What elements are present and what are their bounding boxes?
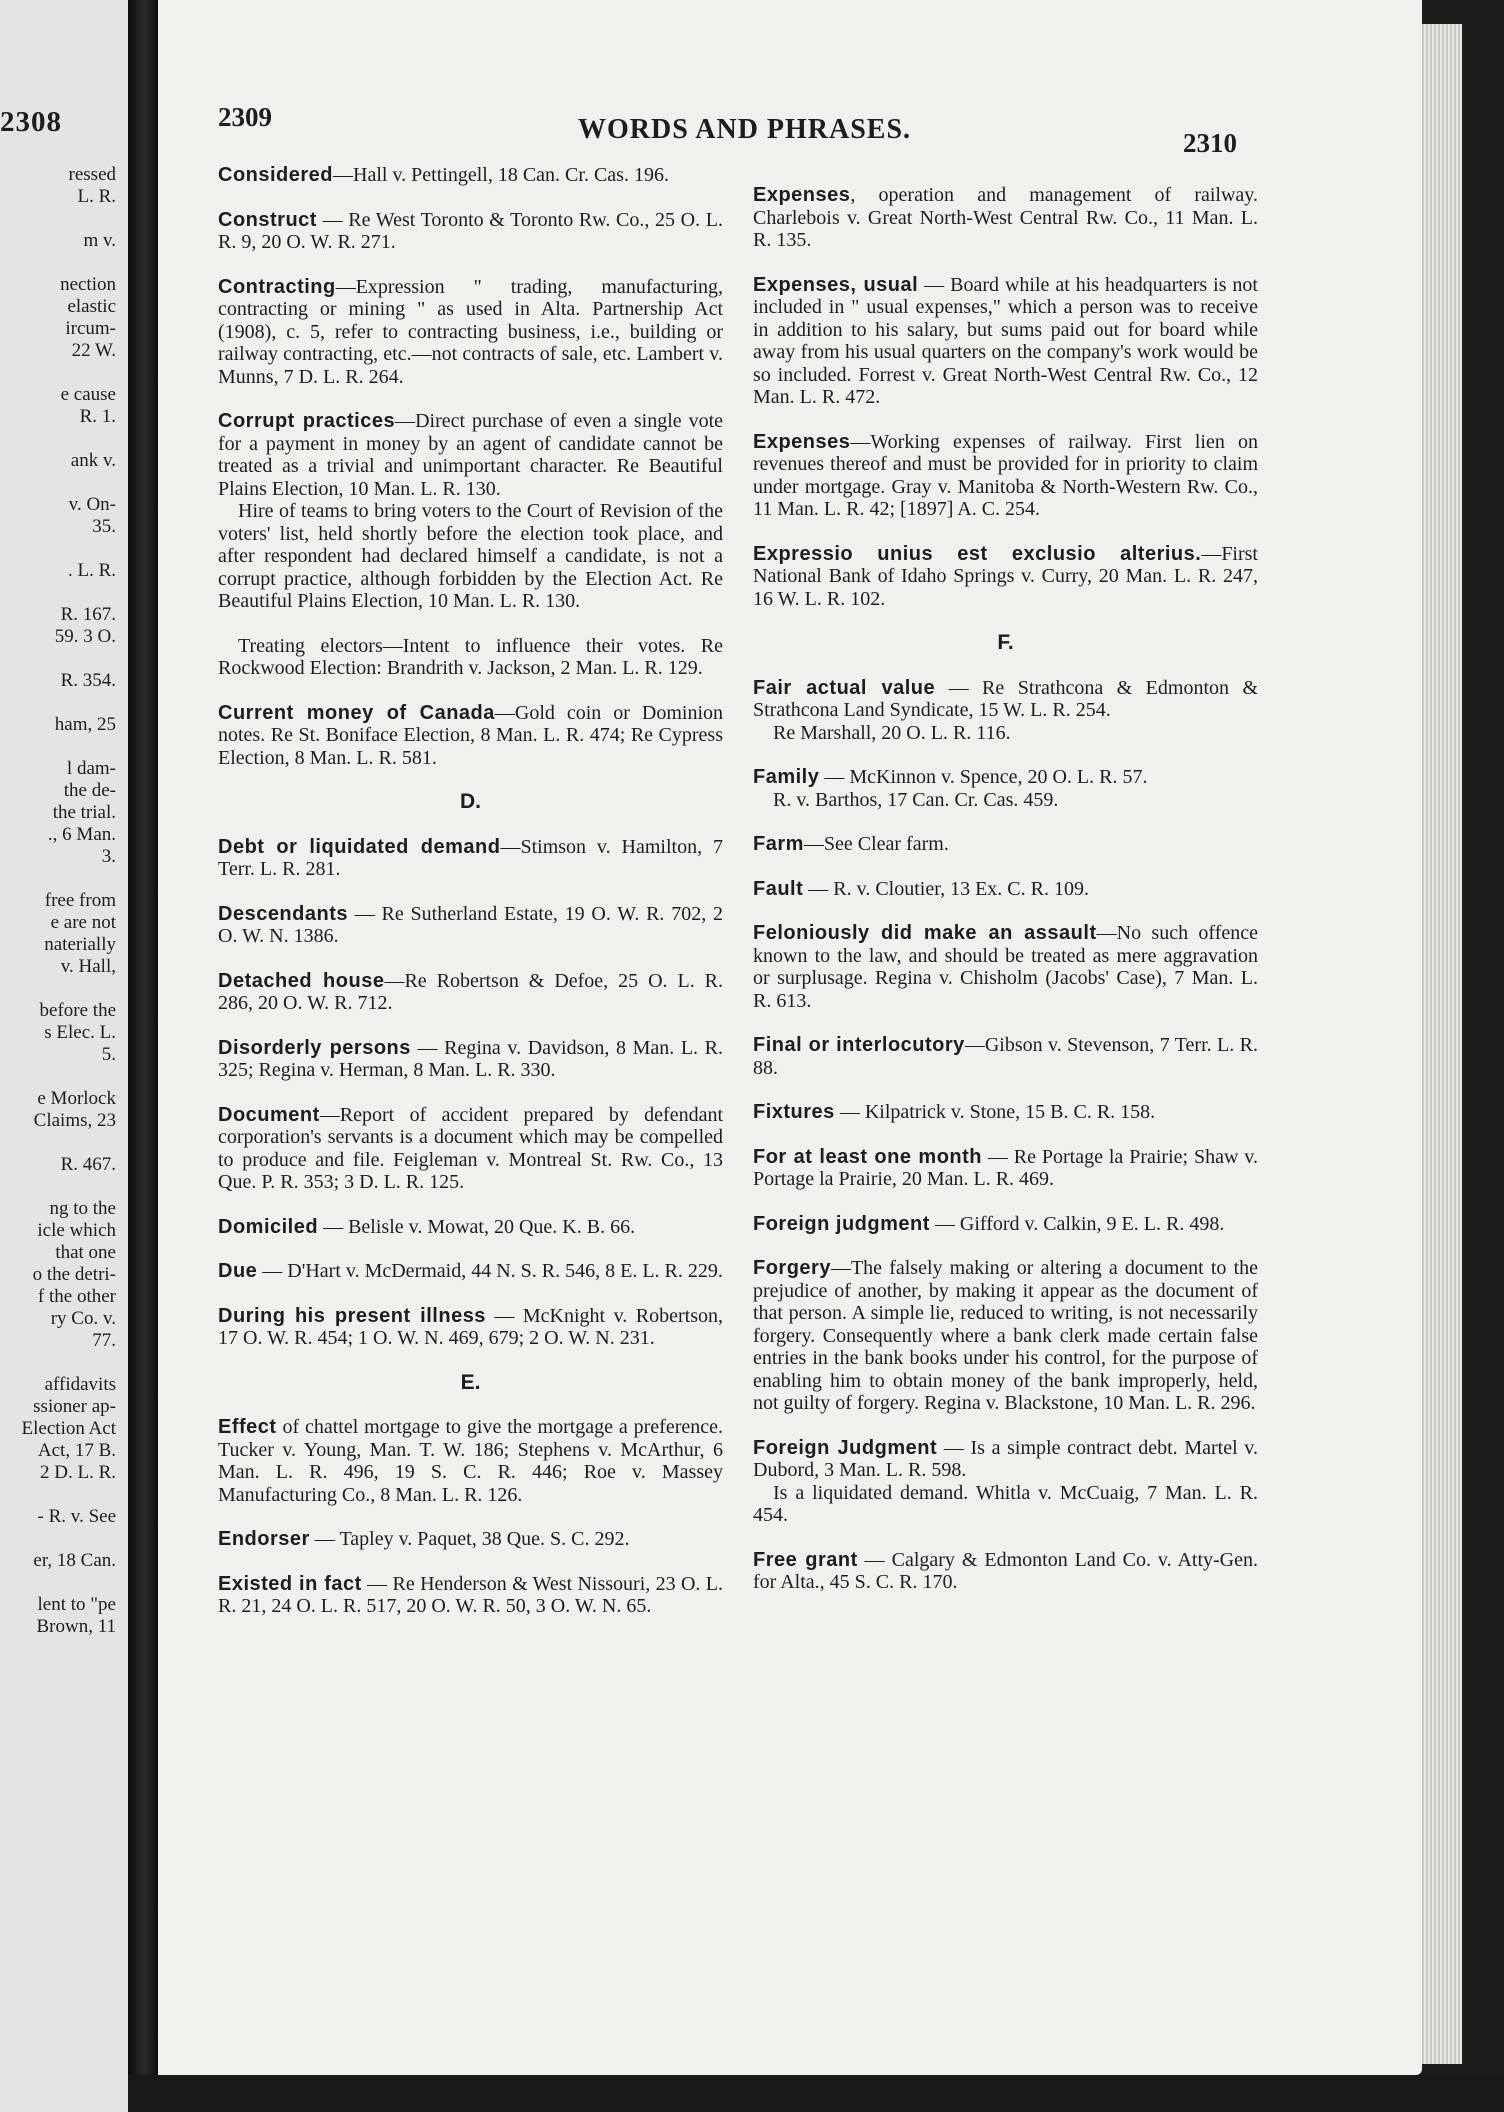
left-page-line: nection	[60, 274, 116, 295]
bottom-shadow	[128, 2075, 1504, 2112]
left-page-number: 2308	[0, 106, 62, 138]
entry-body	[218, 1104, 723, 1194]
entry-subparagraph: R. v. Barthos, 17 Can. Cr. Cas. 459.	[773, 788, 1059, 811]
left-page-line	[0, 252, 128, 274]
entry-text: — Re Sutherland Estate, 19 O. W. R. 702, 2 O. W. N. 1386.	[218, 902, 723, 947]
entry-subparagraph: Treating electors—Intent to influence their votes. Re Rockwood Election: Brandrith v. Jackson, 2 Man. L. R. 129.	[218, 634, 723, 679]
entry-body	[753, 833, 1258, 856]
entry-text: — Re West Toronto & Toronto Rw. Co., 25 O. L. R. 9, 20 O. W. R. 271.	[218, 208, 723, 253]
entry-headword: Fair actual value	[753, 676, 936, 699]
left-page-line: ressed	[68, 164, 116, 185]
entry-body	[218, 1305, 723, 1350]
left-page-line	[0, 1132, 128, 1154]
page-number-right: 2310	[1183, 128, 1237, 158]
entry-text: —Stimson v. Hamilton, 7 Terr. L. R. 281.	[218, 835, 723, 880]
entry-text: —Report of accident prepared by defendant corporation's servants is a document which may be compelled to produce and file. Feigleman v. Montreal St. Rw. Co., 13 Que. P. R. 353; 3 D. L. R. 125.	[218, 1103, 723, 1193]
entry-headword: Disorderly persons	[218, 1036, 411, 1059]
entry-headword: Foreign Judgment	[753, 1436, 938, 1459]
left-page-line: free from	[44, 890, 116, 911]
entry-headword: Expenses	[753, 430, 851, 453]
left-page-line	[0, 1572, 128, 1594]
entry-headword: Debt or liquidated demand	[218, 835, 501, 858]
entry-text: —Direct purchase of even a single vote for a payment in money by an agent of candidate cannot be treated as a trivial and unimportant character. Re Beautiful Plains Election, 10 Man. L. R. 130.	[218, 410, 723, 500]
left-page-line: Claims, 23	[33, 1110, 116, 1131]
left-page-line: 3.	[101, 846, 116, 867]
entry-body	[218, 1037, 723, 1082]
left-page-line: that one	[55, 1242, 116, 1263]
entry-headword: Final or interlocutory	[753, 1034, 965, 1056]
left-page-line: ssioner ap-	[33, 1396, 116, 1417]
entry-text: —Hall v. Pettingell, 18 Can. Cr. Cas. 196.	[333, 164, 669, 186]
left-page-line: e Morlock	[37, 1088, 116, 1109]
entry-headword: During his present illness	[218, 1304, 486, 1327]
left-page-line: naterially	[44, 934, 116, 955]
entry-headword: Current money of Canada	[218, 701, 495, 724]
left-page-line: R. 167.	[60, 604, 116, 625]
entry-headword: Due	[218, 1260, 258, 1282]
entry-text: —Working expenses of railway. First lien on revenues thereof and must be provided for in priority to claim under mortgage. Gray v. Manitoba & North-Western Rw. Co., 11 Man. L. R. 42; [1897] A. C. 254.	[753, 430, 1258, 520]
dictionary-entry	[753, 766, 1258, 811]
entry-text: — McKinnon v. Spence, 20 O. L. R. 57.	[819, 766, 1148, 788]
entry-body	[753, 922, 1258, 1012]
page-edges	[1422, 24, 1462, 2064]
entry-headword: Feloniously did make an assault	[753, 922, 1097, 944]
left-page-line	[0, 1176, 128, 1198]
dictionary-entry	[753, 184, 1258, 252]
entry-subparagraph: Is a liquidated demand. Whitla v. McCuaig, 7 Man. L. R. 454.	[753, 1481, 1258, 1526]
entry-headword: Fixtures	[753, 1101, 835, 1123]
dictionary-entry	[753, 878, 1258, 901]
left-page-line	[0, 472, 128, 494]
entry-text: — Belisle v. Mowat, 20 Que. K. B. 66.	[318, 1215, 636, 1238]
entry-body	[218, 1216, 723, 1239]
dictionary-entry	[218, 276, 723, 389]
entry-text: — Kilpatrick v. Stone, 15 B. C. R. 158.	[834, 1101, 1156, 1123]
left-page-line: - R. v. See	[37, 1506, 116, 1527]
entry-body	[218, 1260, 723, 1283]
entry-body	[218, 1573, 723, 1618]
entry-subparagraph: Re Marshall, 20 O. L. R. 116.	[773, 721, 1011, 744]
entry-text: — Is a simple contract debt. Martel v. Dubord, 3 Man. L. R. 598.	[753, 1436, 1258, 1481]
entry-body	[218, 903, 723, 948]
section-letter: D.	[460, 790, 481, 813]
entry-headword: Endorser	[218, 1528, 310, 1550]
entry-body	[753, 1034, 1258, 1079]
entry-headword: Detached house	[218, 969, 385, 992]
entry-text: —See Clear farm.	[803, 833, 949, 855]
dictionary-entry	[753, 274, 1258, 409]
entry-body	[218, 410, 723, 500]
entry-text: —The falsely making or altering a document to the prejudice of another, by making it appear as the document of that person. A simple lie, reduced to writing, is not necessarily forgery. Consequently where a bank clerk made certain false entries in the bank books under his control, for the purpose of enabling him to obtain money of the bank improperly, held, not guilty of forgery. Regina v. Blackstone, 10 Man. L. R. 296.	[753, 1257, 1258, 1414]
entry-subparagraph: Hire of teams to bring voters to the Court of Revision of the voters' list, held shortly before the election took place, and after respondent had declared himself a candidate, is not a corrupt practice, although forbidden by the Election Act. Re Beautiful Plains Election, 10 Man. L. R. 130.	[218, 500, 723, 612]
dictionary-entry	[218, 635, 723, 680]
dictionary-entry	[218, 410, 723, 613]
entry-text: — Board while at his headquarters is not included in " usual expenses," which a person was to receive in addition to his salary, but sums paid out for board while away from his usual quarters on the company's work would be so included. Forrest v. Great North-West Central Rw. Co., 12 Man. L. R. 472.	[753, 273, 1258, 408]
left-page-line: affidavits	[44, 1374, 116, 1395]
entry-text: — Regina v. Davidson, 8 Man. L. R. 325; Regina v. Herman, 8 Man. L. R. 330.	[218, 1036, 723, 1081]
entry-body	[753, 677, 1258, 722]
left-page-line: Election Act	[21, 1418, 116, 1439]
entry-body	[218, 209, 723, 254]
left-page-fragment	[0, 0, 128, 2112]
left-page-line	[0, 868, 128, 890]
left-page-line	[0, 208, 128, 230]
left-page-line: 5.	[101, 1044, 116, 1065]
dictionary-entry	[218, 1305, 723, 1350]
entry-body	[218, 276, 723, 389]
left-page-line: s Elec. L.	[44, 1022, 116, 1043]
entry-body	[753, 1146, 1258, 1191]
left-page-line	[0, 428, 128, 450]
entry-headword: Fault	[753, 877, 804, 900]
dictionary-entry	[753, 922, 1258, 1012]
entry-text: — D'Hart v. McDermaid, 44 N. S. R. 546, 8 E. L. R. 229.	[257, 1260, 723, 1282]
left-page-line: ham, 25	[54, 714, 116, 735]
left-page-line: elastic	[67, 296, 116, 317]
entry-body	[753, 766, 1258, 789]
left-page-line: 2 D. L. R.	[40, 1462, 116, 1483]
left-page-line	[0, 736, 128, 758]
entry-text: —Gibson v. Stevenson, 7 Terr. L. R. 88.	[753, 1034, 1258, 1079]
dictionary-entry	[753, 1549, 1258, 1594]
left-page-line	[0, 362, 128, 384]
dictionary-entry	[753, 1257, 1258, 1415]
entry-headword: Contracting	[218, 275, 336, 298]
left-page-line: the trial.	[52, 802, 116, 823]
entry-headword: Expressio unius est exclusio alterius.	[753, 542, 1202, 565]
entry-headword: Construct	[218, 208, 317, 231]
section-letter: F.	[997, 631, 1014, 654]
left-page-line: o the detri-	[32, 1264, 116, 1285]
entry-text: — Gifford v. Calkin, 9 E. L. R. 498.	[929, 1212, 1225, 1235]
entry-text: , operation and management of railway. Charlebois v. Great North-West Central Rw. Co., 11 Man. L. R. 135.	[753, 184, 1258, 251]
entry-body	[218, 970, 723, 1015]
dictionary-entry	[218, 836, 723, 881]
entry-text: of chattel mortgage to give the mortgage a preference. Tucker v. Young, Man. T. W. 186; Stephens v. McArthur, 6 Man. L. R. 496, 19 S. C. R. 446; Roe v. Massey Manufacturing Co., 8 Man. L. R. 126.	[218, 1416, 723, 1506]
left-page-line: 35.	[92, 516, 116, 537]
entry-headword: Effect	[218, 1416, 277, 1438]
left-page-line: l dam-	[66, 758, 116, 779]
entry-headword: Document	[218, 1103, 320, 1126]
left-page-line: 22 W.	[71, 340, 116, 361]
dictionary-entry	[753, 677, 1258, 745]
entry-body	[218, 1416, 723, 1506]
dictionary-entry	[218, 1104, 723, 1194]
dictionary-entry	[218, 1416, 723, 1506]
entry-body	[218, 702, 723, 770]
dictionary-entry	[218, 903, 723, 948]
dictionary-entry	[753, 1213, 1258, 1236]
entry-text: — Tapley v. Paquet, 38 Que. S. C. 292.	[309, 1528, 630, 1550]
running-head-title: WORDS AND PHRASES.	[578, 114, 912, 145]
entry-body	[218, 1528, 723, 1551]
entry-text: — Re Portage la Prairie; Shaw v. Portage la Prairie, 20 Man. L. R. 469.	[753, 1145, 1258, 1190]
left-page-line	[0, 978, 128, 1000]
entry-headword: Family	[753, 766, 820, 788]
entry-text: —Gold coin or Dominion notes. Re St. Boniface Election, 8 Man. L. R. 474; Re Cypress Election, 8 Man. L. R. 581.	[218, 701, 723, 769]
left-page-line: the de-	[63, 780, 116, 801]
entry-text: — R. v. Cloutier, 13 Ex. C. R. 109.	[803, 877, 1089, 900]
dictionary-entry	[218, 1528, 723, 1551]
book-gutter	[128, 0, 158, 2112]
left-page-line: ., 6 Man.	[47, 824, 116, 845]
entry-text: —No such offence known to the law, and should be treated as mere aggravation or surplusage. Regina v. Chisholm (Jacobs' Case), 7 Man. L. R. 613.	[753, 922, 1258, 1012]
left-page-line: v. Hall,	[60, 956, 116, 977]
entry-text: — Re Strathcona & Edmonton & Strathcona Land Syndicate, 15 W. L. R. 254.	[753, 676, 1258, 721]
entry-headword: Free grant	[753, 1548, 858, 1571]
dictionary-entry	[218, 209, 723, 254]
left-page-line: before the	[39, 1000, 116, 1021]
entry-text: —Expression " trading, manufacturing, contracting or mining " as used in Alta. Partnership Act (1908), c. 5, refer to contracting business, i.e., building or railway contracting, etc.—not contracts of sale, etc. Lambert v. Munns, 7 D. L. R. 264.	[218, 275, 723, 388]
dictionary-entry	[218, 1260, 723, 1283]
left-page-line	[0, 582, 128, 604]
left-page-line: Act, 17 B.	[37, 1440, 116, 1461]
entry-body	[218, 836, 723, 881]
dictionary-entry	[218, 702, 723, 770]
entry-headword: Considered	[218, 164, 334, 186]
left-page-line	[0, 692, 128, 714]
left-page-line: R. 1.	[79, 406, 116, 427]
dictionary-entry	[753, 1146, 1258, 1191]
dictionary-entry	[753, 1437, 1258, 1527]
entry-text: —Re Robertson & Defoe, 25 O. L. R. 286, 20 O. W. R. 712.	[218, 969, 723, 1014]
left-page-line: ank v.	[70, 450, 116, 471]
left-page-line: L. R.	[77, 186, 116, 207]
dictionary-entry	[753, 833, 1258, 856]
left-page-line: ry Co. v.	[50, 1308, 116, 1329]
dictionary-entry	[753, 543, 1258, 611]
entry-text: — Re Henderson & West Nissouri, 23 O. L. R. 21, 24 O. L. R. 517, 20 O. W. R. 50, 3 O. W. N. 65.	[218, 1572, 723, 1617]
entry-body	[218, 164, 723, 187]
left-page-line: . L. R.	[67, 560, 116, 581]
left-page-line	[0, 1066, 128, 1088]
dictionary-entry	[753, 1034, 1258, 1079]
left-page-line: ircum-	[65, 318, 116, 339]
entry-body	[753, 1213, 1258, 1236]
left-page-line: m v.	[83, 230, 116, 251]
entry-body	[753, 1437, 1258, 1482]
left-page-line: e cause	[60, 384, 116, 405]
left-page-line: 77.	[92, 1330, 116, 1351]
entry-headword: Corrupt practices	[218, 410, 396, 432]
entry-body	[753, 543, 1258, 611]
entry-text: — Calgary & Edmonton Land Co. v. Atty-Gen. for Alta., 45 S. C. R. 170.	[753, 1548, 1259, 1593]
left-page-line	[0, 1352, 128, 1374]
left-page-line: R. 354.	[60, 670, 116, 691]
left-page-line: f the other	[37, 1286, 116, 1307]
entry-body	[753, 274, 1258, 409]
left-page-line: lent to "pe	[37, 1594, 116, 1615]
entry-headword: Expenses	[753, 184, 851, 206]
left-page-line	[0, 648, 128, 670]
entry-body	[753, 184, 1258, 252]
left-page-line: ng to the	[49, 1198, 116, 1219]
section-letter: E.	[460, 1370, 481, 1394]
left-page-line: icle which	[37, 1220, 116, 1241]
left-page-line: v. On-	[68, 494, 116, 515]
entry-body	[753, 1101, 1258, 1124]
left-column	[218, 164, 723, 1640]
entry-headword: Existed in fact	[218, 1572, 362, 1595]
dictionary-entry	[218, 1573, 723, 1618]
dictionary-entry	[218, 1216, 723, 1239]
left-page-line: Brown, 11	[36, 1616, 116, 1637]
entry-headword: Domiciled	[218, 1215, 319, 1238]
entry-headword: Descendants	[218, 902, 348, 925]
dictionary-entry	[753, 1101, 1258, 1124]
dictionary-entry	[218, 164, 723, 187]
left-page-line: e are not	[50, 912, 116, 933]
entry-body	[753, 431, 1258, 521]
entry-headword: Farm	[753, 833, 804, 855]
entry-body	[753, 878, 1258, 901]
dictionary-entry	[218, 1037, 723, 1082]
dictionary-entry	[218, 970, 723, 1015]
left-page-line: R. 467.	[60, 1154, 116, 1175]
entry-headword: Foreign judgment	[753, 1212, 930, 1235]
right-column	[753, 184, 1258, 1616]
left-page-line	[0, 1528, 128, 1550]
left-page-line	[0, 538, 128, 560]
entry-body	[753, 1257, 1258, 1415]
dictionary-entry	[753, 431, 1258, 521]
left-page-line	[0, 1484, 128, 1506]
page-number-left: 2309	[218, 102, 272, 132]
left-page-line: 59. 3 O.	[54, 626, 116, 647]
left-page-text	[0, 164, 128, 1638]
entry-headword: Expenses, usual	[753, 273, 919, 296]
entry-headword: For at least one month	[753, 1145, 983, 1168]
document-page	[158, 0, 1422, 2075]
left-page-line: er, 18 Can.	[33, 1550, 116, 1571]
entry-text: —First National Bank of Idaho Springs v. Curry, 20 Man. L. R. 247, 16 W. L. R. 102.	[753, 542, 1258, 610]
entry-body	[753, 1549, 1258, 1594]
entry-text: — McKnight v. Robertson, 17 O. W. R. 454; 1 O. W. N. 469, 679; 2 O. W. N. 231.	[218, 1304, 723, 1349]
entry-headword: Forgery	[753, 1257, 831, 1279]
